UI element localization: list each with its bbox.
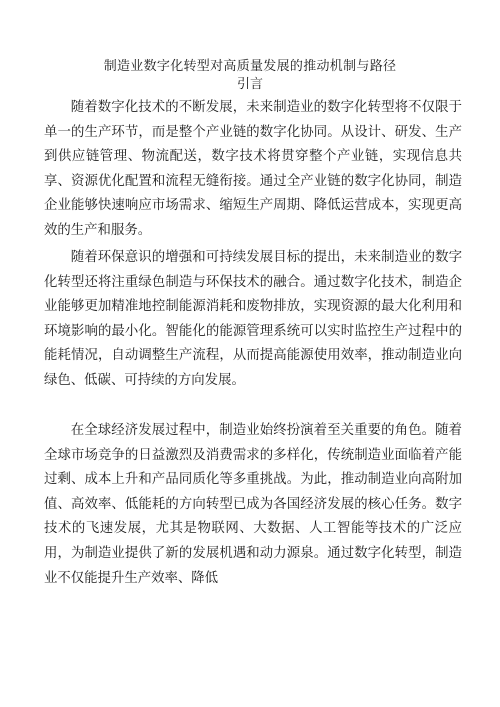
section-heading: 引言 (236, 77, 263, 92)
document-title: 制造业数字化转型对高质量发展的推动机制与路径 (103, 59, 397, 74)
body-paragraph: 随着数字化技术的不断发展，未来制造业的数字化转型将不仅限于单一的生产环节，而是整个产业链的数字化协同。从设计、研发、生产到供应链管理、物流配送，数字技术将贯穿整个产业链，实现信息共享、资源优化配置和流程无缝衔接。通过全产业链的数字化协同，制造企业能够快速响应市场需求、缩短生产周期、降低运营成本，实现更高效的生产和服务。 (44, 100, 462, 238)
body-paragraph: 在全球经济发展过程中，制造业始终扮演着至关重要的角色。随着全球市场竞争的日益激烈及消费需求的多样化，传统制造业面临着产能过剩、成本上升和产品同质化等多重挑战。为此，推动制造业向高附加值、高效率、低能耗的方向转型已成为各国经济发展的核心任务。数字技术的飞速发展，尤其是物联网、大数据、人工智能等技术的广泛应用，为制造业提供了新的发展机遇和动力源泉。通过数字化转型，制造业不仅能提升生产效率、降低 (44, 423, 462, 586)
body-paragraph: 随着环保意识的增强和可持续发展目标的提出，未来制造业的数字化转型还将注重绿色制造与环保技术的融合。通过数字化技术，制造企业能够更加精准地控制能源消耗和废物排放，实现资源的最大化利用和环境影响的最小化。智能化的能源管理系统可以实时监控生产过程中的能耗情况，自动调整生产流程，从而提高能源使用效率，推动制造业向绿色、低碳、可持续的方向发展。 (44, 250, 462, 388)
